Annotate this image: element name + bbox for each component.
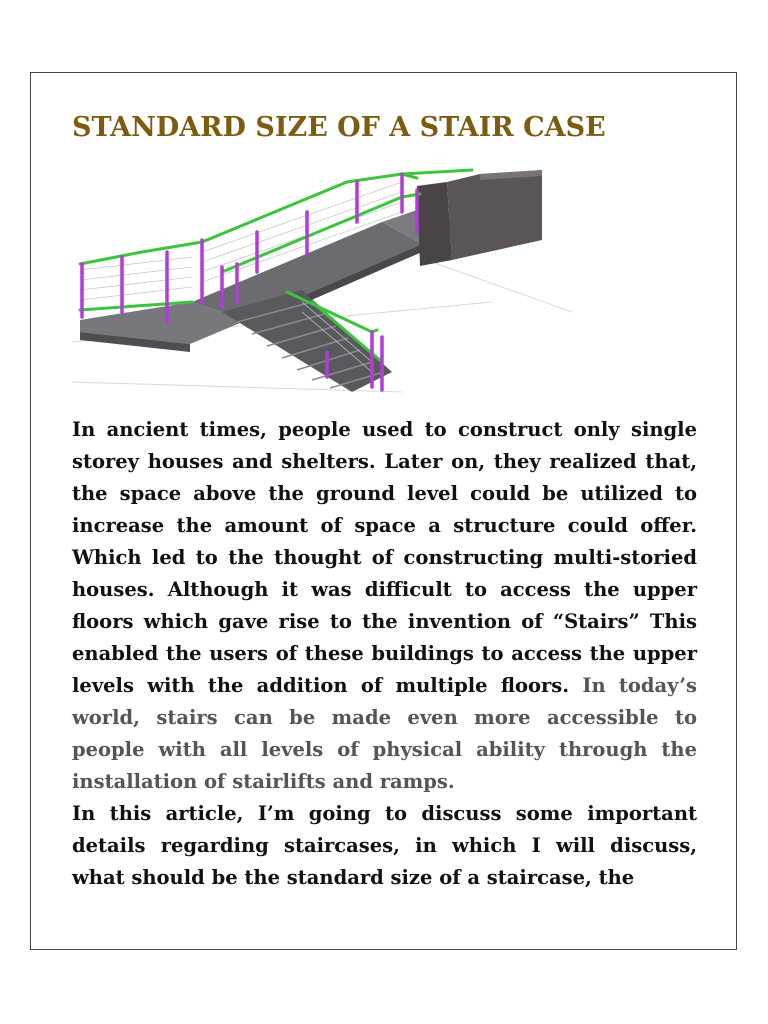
paragraph-article-intro: In this article, I’m going to discuss some important details regarding staircases, in which I will discuss, what should be the standard size of a staircase, the xyxy=(72,802,697,889)
staircase-illustration-icon xyxy=(72,152,572,402)
highlighted-sentence: In today’s world, stairs can be made even more accessible to people with all levels of physical ability through the installation of stairlifts and ramps. xyxy=(72,674,697,793)
paragraph-intro xyxy=(72,414,697,798)
paragraph-intro-text: In ancient times, people used to construct only single storey houses and shelters. Later on, they realized that, the space above the ground level could be utilized to increase the amount of space a structure could offer. Which led to the thought of constructing multi-storied houses. Although it was difficult to access the upper floors which gave rise to the invention of “Stairs” This enabled the users of these buildings to access the upper levels with the addition of multiple floors. xyxy=(72,418,697,697)
article-body xyxy=(72,414,697,894)
page-title: STANDARD SIZE OF A STAIR CASE xyxy=(72,112,606,143)
